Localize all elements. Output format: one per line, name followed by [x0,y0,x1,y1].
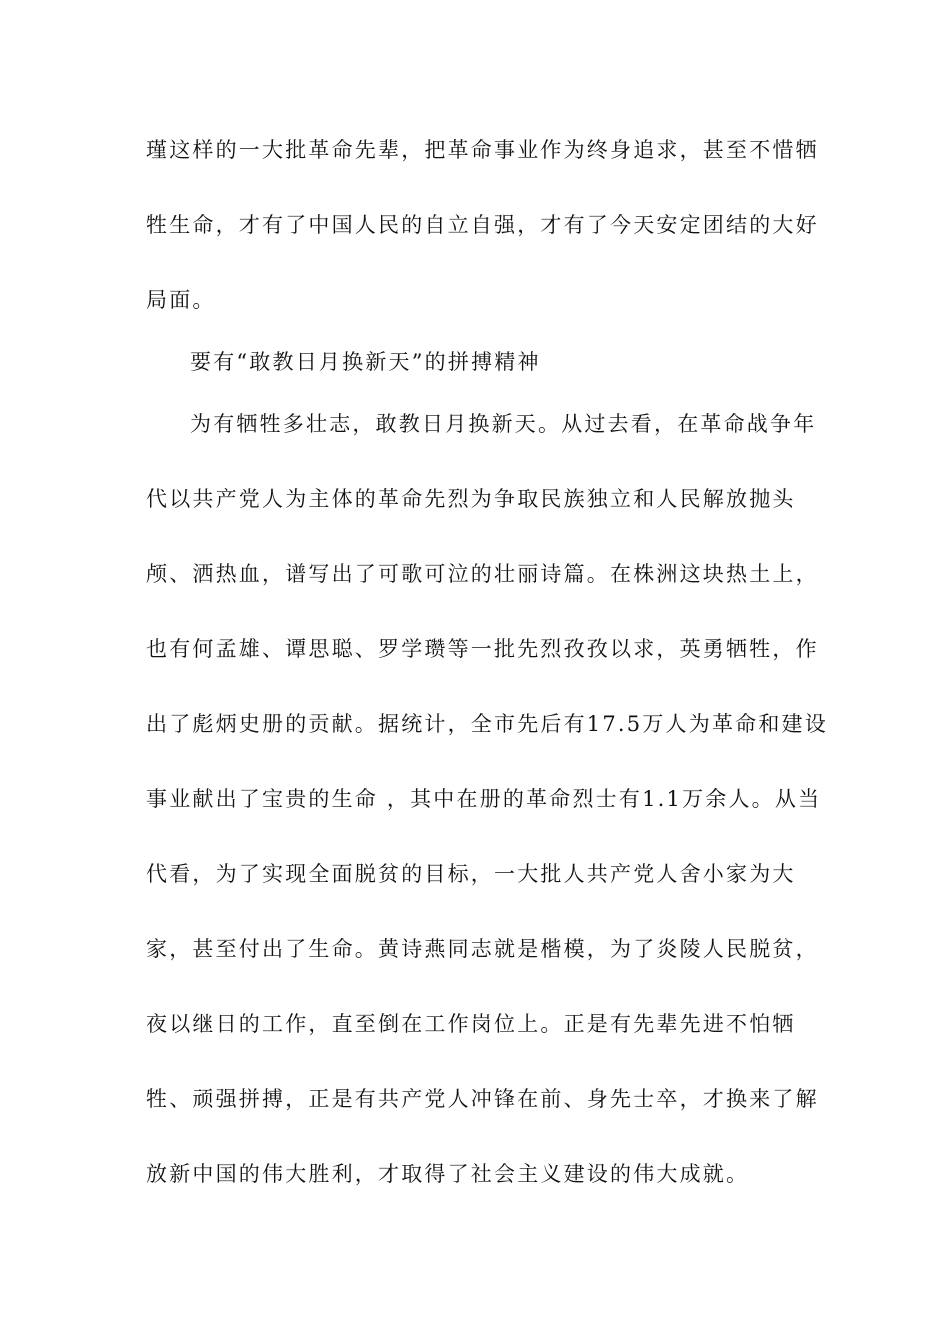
paragraph-line: 事业献出了宝贵的生命 ，其中在册的革命烈士有1.1万余人。从当 [146,787,822,811]
paragraph-line: 颅、洒热血，谱写出了可歌可泣的壮丽诗篇。在株洲这块热土上， [146,562,819,586]
paragraph-line: 代以共产党人为主体的革命先烈为争取民族独立和人民解放抛头 [146,487,796,511]
paragraph-line: 家，甚至付出了生命。黄诗燕同志就是楷模，为了炎陵人民脱贫， [146,937,819,961]
paragraph-line: 牲生命，才有了中国人民的自立自强，才有了今天安定团结的大好 [146,213,819,237]
section-heading: 要有“敢教日月换新天”的拼搏精神 [190,350,541,374]
paragraph-line: 为有牺牲多壮志，敢教日月换新天。从过去看，在革命战争年 [190,412,817,436]
paragraph-line: 代看，为了实现全面脱贫的目标，一大批人共产党人舍小家为大 [146,862,796,886]
paragraph-line: 出了彪炳史册的贡献。据统计，全市先后有17.5万人为革命和建设 [146,712,828,736]
paragraph-line: 瑾这样的一大批革命先辈，把革命事业作为终身追求，甚至不惜牺 [146,138,819,162]
paragraph-line: 夜以继日的工作，直至倒在工作岗位上。正是有先辈先进不怕牺 [146,1012,796,1036]
paragraph-line: 牲、顽强拼搏，正是有共产党人冲锋在前、身先士卒，才换来了解 [146,1087,819,1111]
paragraph-line: 局面。 [146,288,216,312]
paragraph-line: 放新中国的伟大胜利，才取得了社会主义建设的伟大成就。 [146,1162,750,1186]
paragraph-line: 也有何孟雄、谭思聪、罗学瓒等一批先烈孜孜以求，英勇牺牲，作 [146,637,819,661]
